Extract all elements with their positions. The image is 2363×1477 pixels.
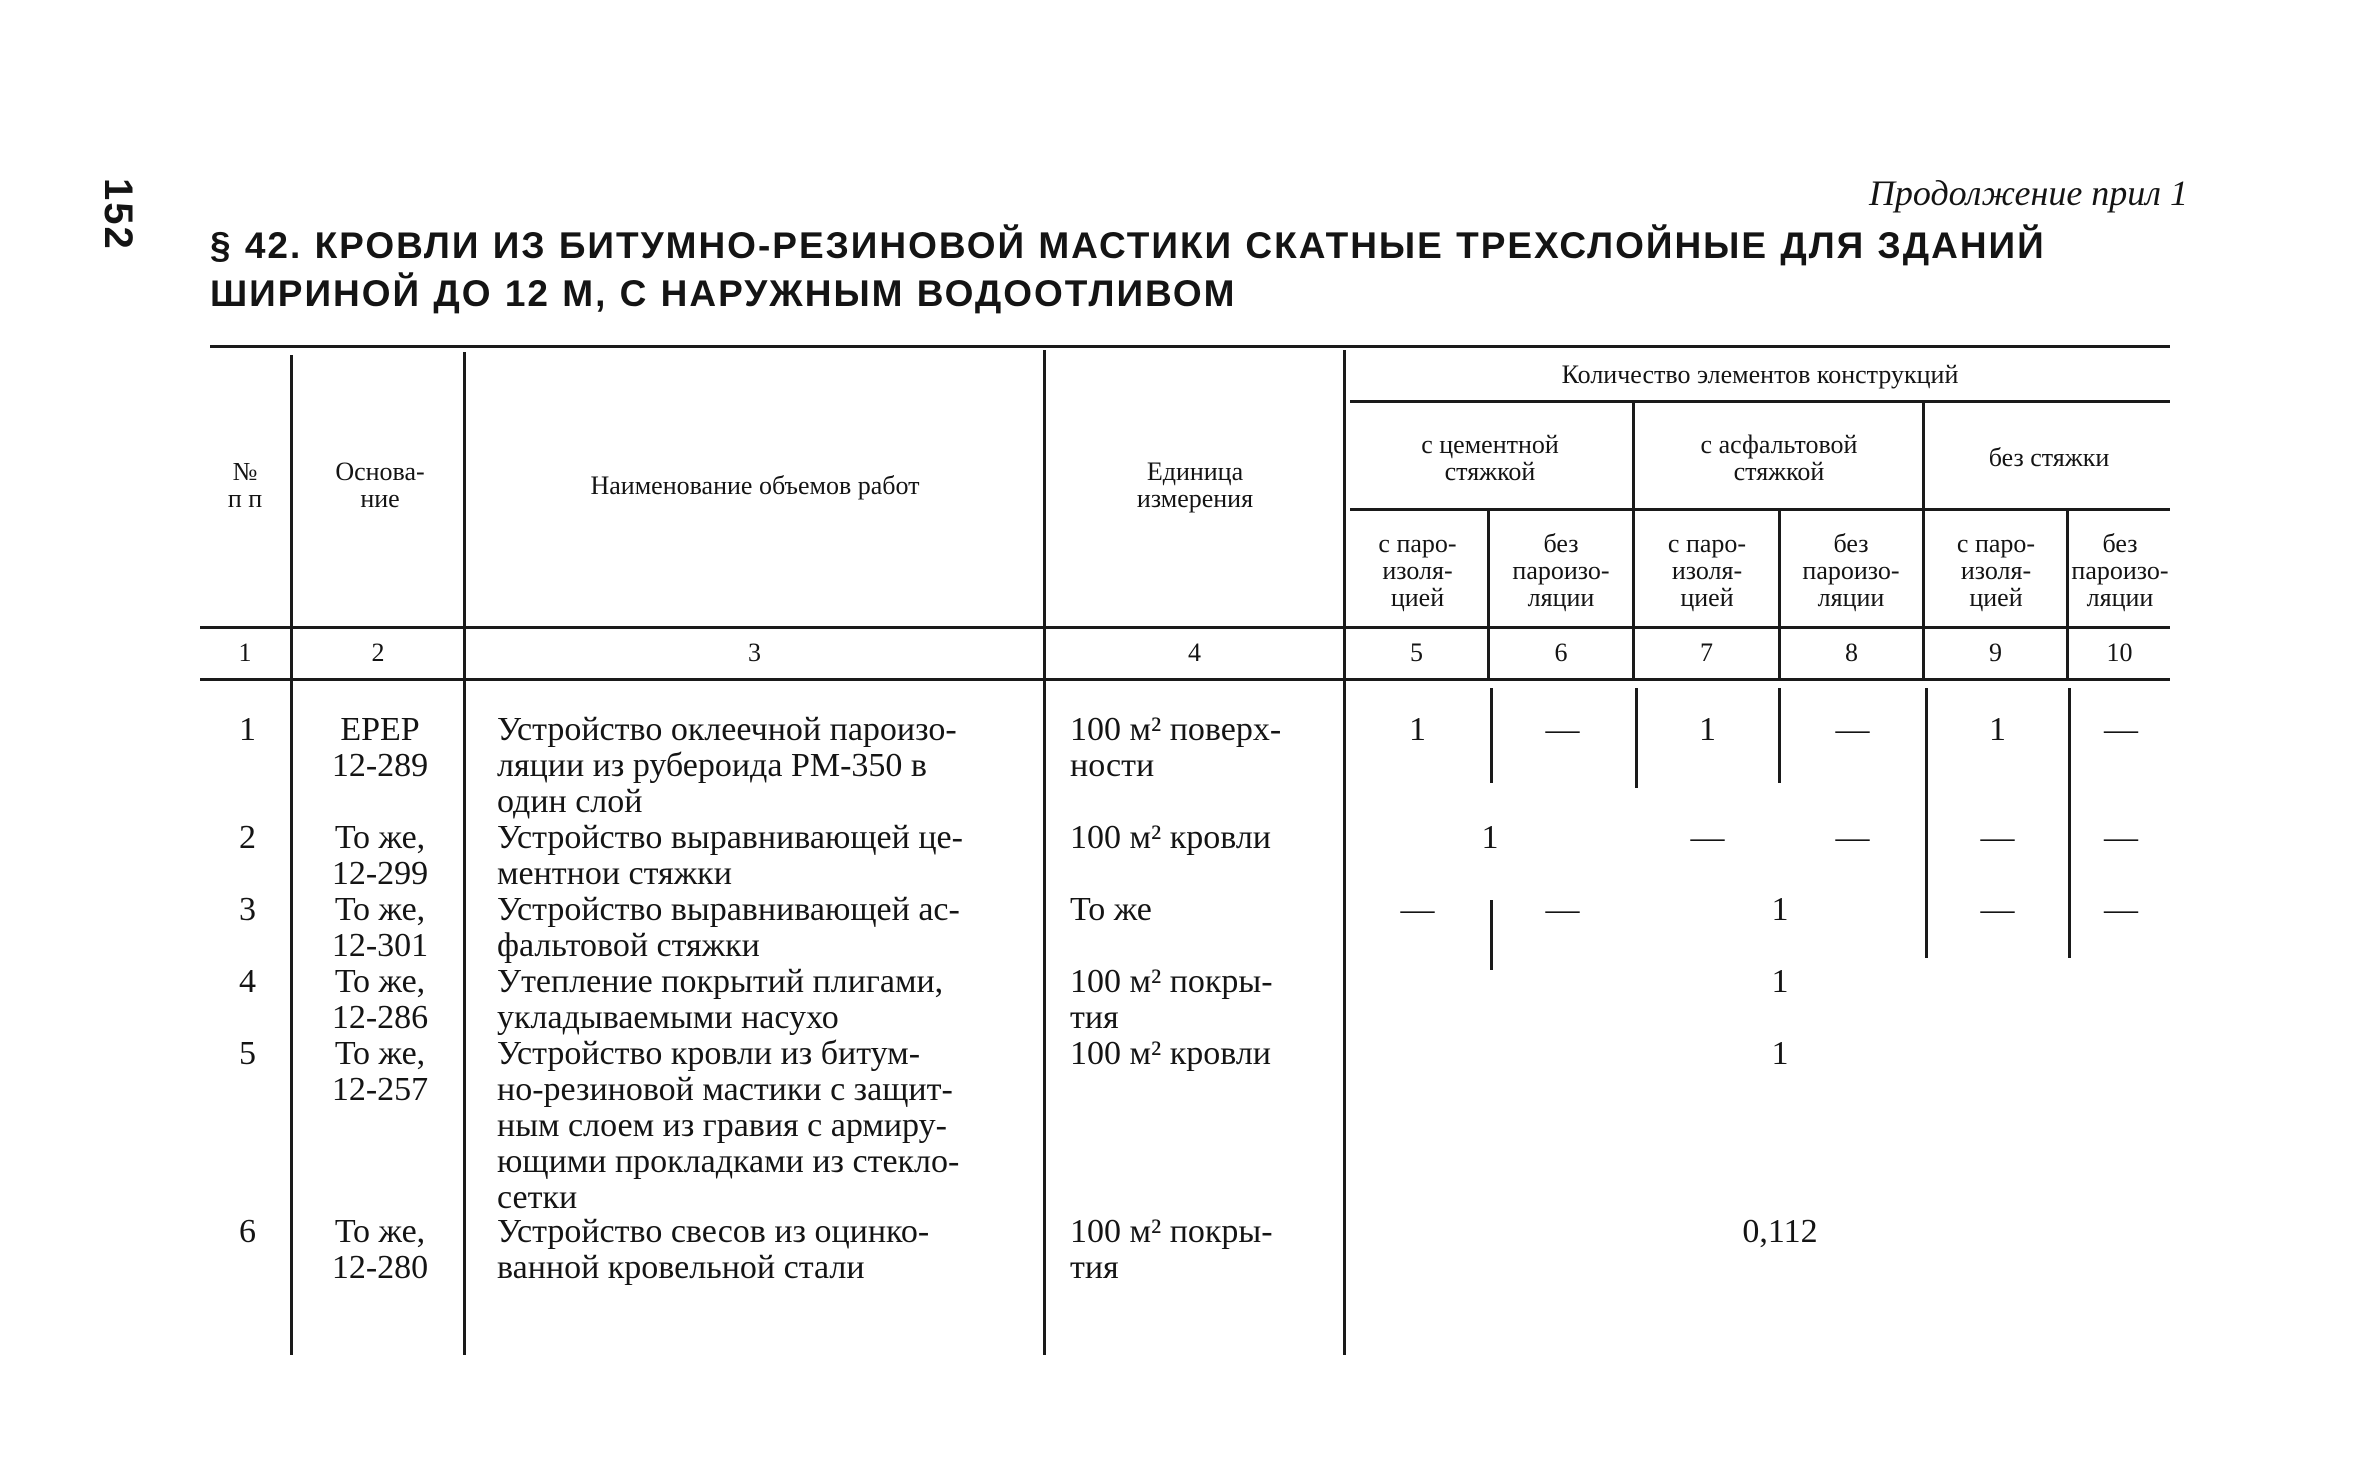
header-asphalt-screed: с асфальтовой стяжкой <box>1700 429 1858 486</box>
col-number-7: 7 <box>1700 638 1713 667</box>
col-number-10: 10 <box>2106 638 2133 667</box>
row-col5: 1 <box>1409 711 1426 748</box>
header-col7: с паро- изоля- цией <box>1667 528 1747 612</box>
row-work-name: Устройство свесов из оцинко- ванной кровельной стали <box>497 1213 930 1286</box>
row-col8: — <box>1835 711 1870 748</box>
page-number: 152 <box>96 178 140 251</box>
header-col8: без пароизо- ляции <box>1802 528 1900 612</box>
header-basis: Основа- ние <box>335 457 425 513</box>
header-col9: с паро- изоля- цией <box>1956 528 2036 612</box>
row-no: 5 <box>239 1035 256 1072</box>
row-unit: 100 м² поверх- ности <box>1070 711 1282 784</box>
header-unit: Единица измерения <box>1136 457 1254 513</box>
row-col7-8: 1 <box>1771 891 1789 928</box>
row-work-name: Утепление покрытий плигами, укладываемыми насухо <box>497 963 944 1036</box>
continuation-note: Продолжение прил 1 <box>1868 173 2188 213</box>
row-work-name: Устройство оклеечной пароизо- ляции из рубероида РМ-350 в один слой <box>497 711 957 820</box>
col-number-5: 5 <box>1410 638 1423 667</box>
col-number-4: 4 <box>1188 638 1201 667</box>
col-divider-4 <box>1343 350 1346 1355</box>
body-divider-row3-5-6 <box>1490 900 1493 970</box>
section-title-line-1: § 42. КРОВЛИ ИЗ БИТУМНО-РЕЗИНОВОЙ МАСТИКИ СКАТНЫЕ ТРЕХСЛОЙНЫЕ ДЛЯ ЗДАНИЙ <box>210 225 2046 266</box>
header-work-name: Наименование объемов работ <box>590 470 920 500</box>
row-col10: — <box>2104 819 2138 856</box>
row-no: 4 <box>239 963 256 1000</box>
header-bottom-rule <box>200 626 2170 629</box>
header-no: № п п <box>227 457 263 513</box>
row-no: 3 <box>239 891 256 928</box>
row-no: 6 <box>239 1213 256 1250</box>
header-col10: без пароизо- ляции <box>2071 528 2169 612</box>
body-divider-5-6 <box>1490 688 1493 783</box>
col-number-6: 6 <box>1554 638 1568 667</box>
header-col6: без пароизо- ляции <box>1512 528 1610 612</box>
row-basis: То же, 12-299 <box>331 819 429 892</box>
row-col5-6: 1 <box>1481 819 1499 856</box>
body-divider-6-7 <box>1635 688 1638 788</box>
col-number-2: 2 <box>371 638 385 667</box>
row-col10: — <box>2104 891 2138 928</box>
col-number-rule <box>200 678 2170 681</box>
body-divider-7-8 <box>1778 688 1781 783</box>
body-divider-8-9 <box>1925 688 1928 958</box>
header-quantity: Количество элементов конструкций <box>1561 359 1959 389</box>
row-col7: — <box>1690 819 1725 856</box>
col-divider-1 <box>290 355 293 1355</box>
row-unit: 100 м² покры- тия <box>1070 963 1273 1036</box>
row-basis: То же, 12-286 <box>331 963 429 1036</box>
row-no: 2 <box>239 819 256 856</box>
row-basis: То же, 12-280 <box>331 1213 429 1286</box>
row-work-name: Устройство кровли из битум- но-резиновой мастики с защит- ным слоем из гравия с армиру- ющими прокладками из стекло- сетки <box>497 1035 960 1216</box>
header-rule-screed <box>1350 508 2170 511</box>
row-col5: — <box>1400 891 1435 928</box>
header-rule-quantity <box>1350 400 2170 403</box>
row-quantity-all: 1 <box>1771 963 1789 1000</box>
row-col9: 1 <box>1989 711 2006 748</box>
row-col6: — <box>1545 891 1580 928</box>
table-top-rule <box>210 345 2170 348</box>
col-number-1: 1 <box>238 638 252 667</box>
row-col7: 1 <box>1699 711 1716 748</box>
col-number-8: 8 <box>1845 638 1858 667</box>
row-basis: То же, 12-301 <box>331 891 429 964</box>
col-number-9: 9 <box>1989 638 2002 667</box>
row-unit: 100 м² кровли <box>1070 819 1271 856</box>
row-quantity-all: 0,112 <box>1742 1213 1818 1250</box>
col-divider-2 <box>463 352 466 1355</box>
header-col5: с паро- изоля- цией <box>1378 528 1457 612</box>
header-cement-screed: с цементной стяжкой <box>1421 429 1559 486</box>
row-col8: — <box>1835 819 1870 856</box>
row-col10: — <box>2104 711 2138 748</box>
section-title-line-2: ШИРИНОЙ ДО 12 М, С НАРУЖНЫМ ВОДООТЛИВОМ <box>210 273 1237 314</box>
section-title <box>210 222 2170 318</box>
row-col6: — <box>1545 711 1580 748</box>
row-quantity-all: 1 <box>1771 1035 1789 1072</box>
row-basis: ЕРЕР 12-289 <box>331 711 429 784</box>
row-work-name: Устройство выравнивающей це- ментнои стяжки <box>497 819 963 892</box>
row-unit: То же <box>1070 891 1152 928</box>
col-divider-3 <box>1043 350 1046 1355</box>
body-divider-9-10 <box>2068 688 2071 958</box>
header-no-screed: без стяжки <box>1988 443 2110 472</box>
row-basis: То же, 12-257 <box>331 1035 429 1108</box>
row-no: 1 <box>239 711 256 748</box>
col-number-3: 3 <box>748 638 761 667</box>
row-col9: — <box>1980 819 2015 856</box>
row-unit: 100 м² кровли <box>1070 1035 1271 1072</box>
row-unit: 100 м² покры- тия <box>1070 1213 1273 1286</box>
row-col9: — <box>1980 891 2015 928</box>
row-work-name: Устройство выравнивающей ас- фальтовой стяжки <box>497 891 960 964</box>
